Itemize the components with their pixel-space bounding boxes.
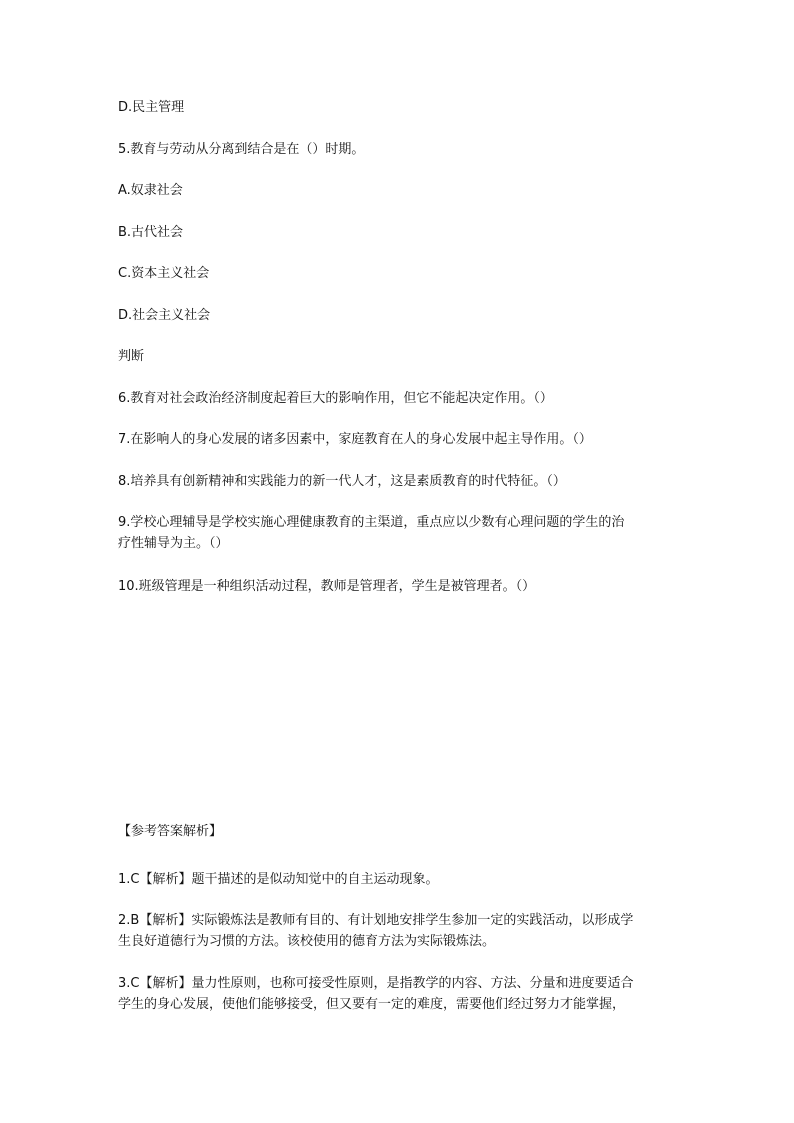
- q9-line-1: 9.学校心理辅导是学校实施心理健康教育的主渠道，重点应以少数有心理问题的学生的治: [118, 515, 625, 530]
- q4-option-d: D.民主管理: [118, 100, 185, 115]
- q5-option-c: C.资本主义社会: [118, 266, 210, 281]
- q6: 6.教育对社会政治经济制度起着巨大的影响作用，但它不能起决定作用。（）: [118, 391, 553, 406]
- q7: 7.在影响人的身心发展的诸多因素中，家庭教育在人的身心发展中起主导作用。（）: [118, 432, 592, 447]
- answer-2-line-1: 2.B【解析】实际锻炼法是教师有目的、有计划地安排学生参加一定的实践活动，以形成学: [118, 913, 634, 928]
- q5-option-d: D.社会主义社会: [118, 308, 211, 323]
- q9-line-2: 疗性辅导为主。（）: [118, 536, 229, 551]
- answer-3-line-2: 学生的身心发展，使他们能够接受，但又要有一定的难度，需要他们经过努力才能掌握，: [118, 997, 626, 1012]
- section-heading-judgement: 判断: [118, 349, 145, 364]
- q5-stem: 5.教育与劳动从分离到结合是在（）时期。: [118, 142, 365, 157]
- answer-2-line-2: 生良好道德行为习惯的方法。该校使用的德育方法为实际锻炼法。: [118, 934, 496, 949]
- q10: 10.班级管理是一种组织活动过程，教师是管理者，学生是被管理者。（）: [118, 579, 536, 594]
- answer-2: [118, 910, 678, 952]
- q5-option-b: B.古代社会: [118, 225, 184, 240]
- answers-heading: 【参考答案解析】: [118, 824, 223, 839]
- q8: 8.培养具有创新精神和实践能力的新一代人才，这是素质教育的时代特征。（）: [118, 474, 566, 489]
- answer-1: 1.C【解析】题干描述的是似动知觉中的自主运动现象。: [118, 872, 439, 887]
- q9: [118, 512, 678, 554]
- q5-option-a: A.奴隶社会: [118, 183, 183, 198]
- answer-3-line-1: 3.C【解析】量力性原则，也称可接受性原则，是指教学的内容、方法、分量和进度要适合: [118, 976, 634, 991]
- answer-3: [118, 973, 678, 1015]
